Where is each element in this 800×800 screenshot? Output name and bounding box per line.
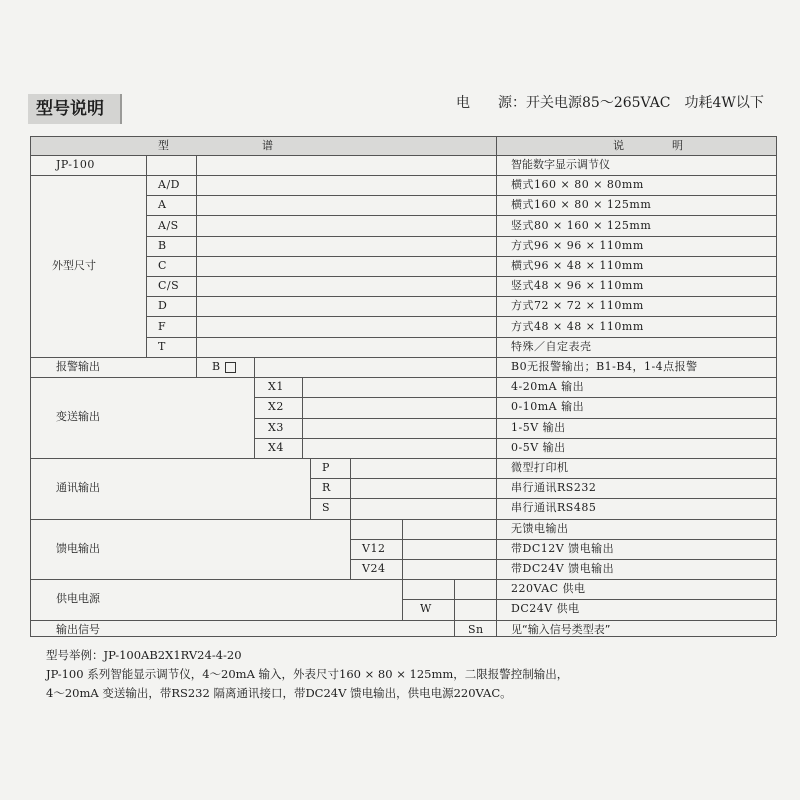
table-rule xyxy=(146,155,147,175)
size-desc: 竖式80 × 160 × 125mm xyxy=(511,219,652,232)
transmit-code: X1 xyxy=(268,380,284,393)
table-right-border xyxy=(776,136,777,636)
table-rule xyxy=(146,236,776,237)
size-code: A/S xyxy=(158,219,179,232)
header-bottom-rule xyxy=(30,155,776,156)
feed-desc: 无馈电输出 xyxy=(511,522,569,535)
comm-label: 通讯输出 xyxy=(56,481,100,494)
table-rule xyxy=(254,397,776,398)
comm-desc: 串行通讯RS485 xyxy=(511,501,597,514)
table-rule xyxy=(402,579,403,620)
table-rule xyxy=(30,377,776,378)
feed-desc: 带DC12V 馈电输出 xyxy=(511,542,615,555)
model-code: JP-100 xyxy=(56,158,95,171)
size-code: D xyxy=(158,299,168,312)
transmit-desc: 0-5V 输出 xyxy=(511,441,566,454)
table-rule xyxy=(146,296,776,297)
transmit-desc: 4-20mA 输出 xyxy=(511,380,585,393)
header-model: 型 xyxy=(158,139,169,152)
size-desc: 方式48 × 48 × 110mm xyxy=(511,320,644,333)
size-desc: 方式96 × 96 × 110mm xyxy=(511,239,644,252)
signal-code: Sn xyxy=(468,623,484,636)
table-rule xyxy=(254,357,255,458)
table-rule xyxy=(402,519,403,579)
table-rule xyxy=(310,498,776,499)
table-top-border xyxy=(30,136,776,137)
table-rule xyxy=(146,337,776,338)
size-desc: 特殊／自定表壳 xyxy=(511,340,592,353)
table-rule xyxy=(146,256,776,257)
table-rule xyxy=(254,438,776,439)
size-desc: 横式160 × 80 × 80mm xyxy=(511,178,644,191)
size-desc: 方式72 × 72 × 110mm xyxy=(511,299,644,312)
alarm-label: 报警输出 xyxy=(56,360,100,373)
size-code: T xyxy=(158,340,166,353)
feed-code: V24 xyxy=(362,562,386,575)
table-rule xyxy=(350,519,351,579)
table-rule xyxy=(146,215,776,216)
alarm-checkbox-icon xyxy=(225,362,236,373)
supply-desc: 220VAC 供电 xyxy=(511,582,586,595)
table-rule xyxy=(30,458,776,459)
table-rule xyxy=(146,195,776,196)
example-line-3: 4～20mA 变送输出，带RS232 隔离通讯接口，带DC24V 馈电输出，供电电源220VAC。 xyxy=(46,686,512,700)
header-desc-a: 说 xyxy=(613,139,624,152)
supply-label: 供电电源 xyxy=(56,592,100,605)
example-line-2: JP-100 系列智能显示调节仪，4～20mA 输入，外表尺寸160 × 80 × 125mm，二限报警控制输出， xyxy=(46,667,569,681)
supply-desc: DC24V 供电 xyxy=(511,602,580,615)
size-code: C xyxy=(158,259,167,272)
table-rule xyxy=(146,175,147,357)
comm-code: R xyxy=(322,481,331,494)
size-desc: 横式96 × 48 × 110mm xyxy=(511,259,644,272)
table-rule xyxy=(402,599,776,600)
header-spectrum: 谱 xyxy=(262,139,273,152)
comm-desc: 串行通讯RS232 xyxy=(511,481,597,494)
comm-code: S xyxy=(322,501,331,514)
feed-desc: 带DC24V 馈电输出 xyxy=(511,562,615,575)
feed-label: 馈电输出 xyxy=(56,542,100,555)
table-rule xyxy=(350,559,776,560)
table-rule xyxy=(30,357,776,358)
section-title: 型号说明 xyxy=(28,94,122,124)
table-rule xyxy=(30,579,776,580)
table-rule xyxy=(30,620,776,621)
size-desc: 横式160 × 80 × 125mm xyxy=(511,198,652,211)
table-rule xyxy=(454,620,455,636)
transmit-desc: 0-10mA 输出 xyxy=(511,400,585,413)
supply-code: W xyxy=(420,602,432,615)
table-rule xyxy=(350,458,351,519)
table-rule xyxy=(254,418,776,419)
transmit-code: X2 xyxy=(268,400,284,413)
transmit-code: X3 xyxy=(268,421,284,434)
signal-desc: 见“输入信号类型表” xyxy=(511,623,611,636)
model-desc: 智能数字显示调节仪 xyxy=(511,158,610,171)
example-line-1: 型号举例：JP-100AB2X1RV24-4-20 xyxy=(46,648,242,662)
size-code: B xyxy=(158,239,167,252)
power-spec: 电 源：开关电源85～265VAC 功耗4W以下 xyxy=(456,95,764,111)
table-rule xyxy=(146,276,776,277)
alarm-desc: B0无报警输出；B1-B4，1-4点报警 xyxy=(511,360,698,373)
size-code: F xyxy=(158,320,167,333)
feed-code: V12 xyxy=(362,542,386,555)
table-left-border xyxy=(30,136,31,636)
table-rule xyxy=(30,519,776,520)
table-rule xyxy=(30,175,776,176)
transmit-desc: 1-5V 输出 xyxy=(511,421,566,434)
size-code: A xyxy=(158,198,167,211)
table-header-band xyxy=(30,137,776,155)
table-rule xyxy=(310,478,776,479)
size-code: A/D xyxy=(158,178,180,191)
comm-desc: 微型打印机 xyxy=(511,461,569,474)
header-desc-b: 明 xyxy=(672,139,683,152)
size-desc: 竖式48 × 96 × 110mm xyxy=(511,279,644,292)
size-code: C/S xyxy=(158,279,180,292)
comm-code: P xyxy=(322,461,330,474)
table-rule xyxy=(350,539,776,540)
model-example xyxy=(46,646,568,703)
size-label: 外型尺寸 xyxy=(52,259,96,272)
alarm-code: B xyxy=(212,360,221,373)
table-rule xyxy=(146,316,776,317)
table-rule xyxy=(302,377,303,458)
transmit-label: 变送输出 xyxy=(56,410,100,423)
table-rule xyxy=(196,357,197,377)
table-rule xyxy=(310,458,311,519)
table-bottom-border xyxy=(30,636,776,637)
table-divider xyxy=(496,136,497,636)
transmit-code: X4 xyxy=(268,441,284,454)
signal-label: 输出信号 xyxy=(56,623,100,636)
table-rule xyxy=(454,579,455,620)
